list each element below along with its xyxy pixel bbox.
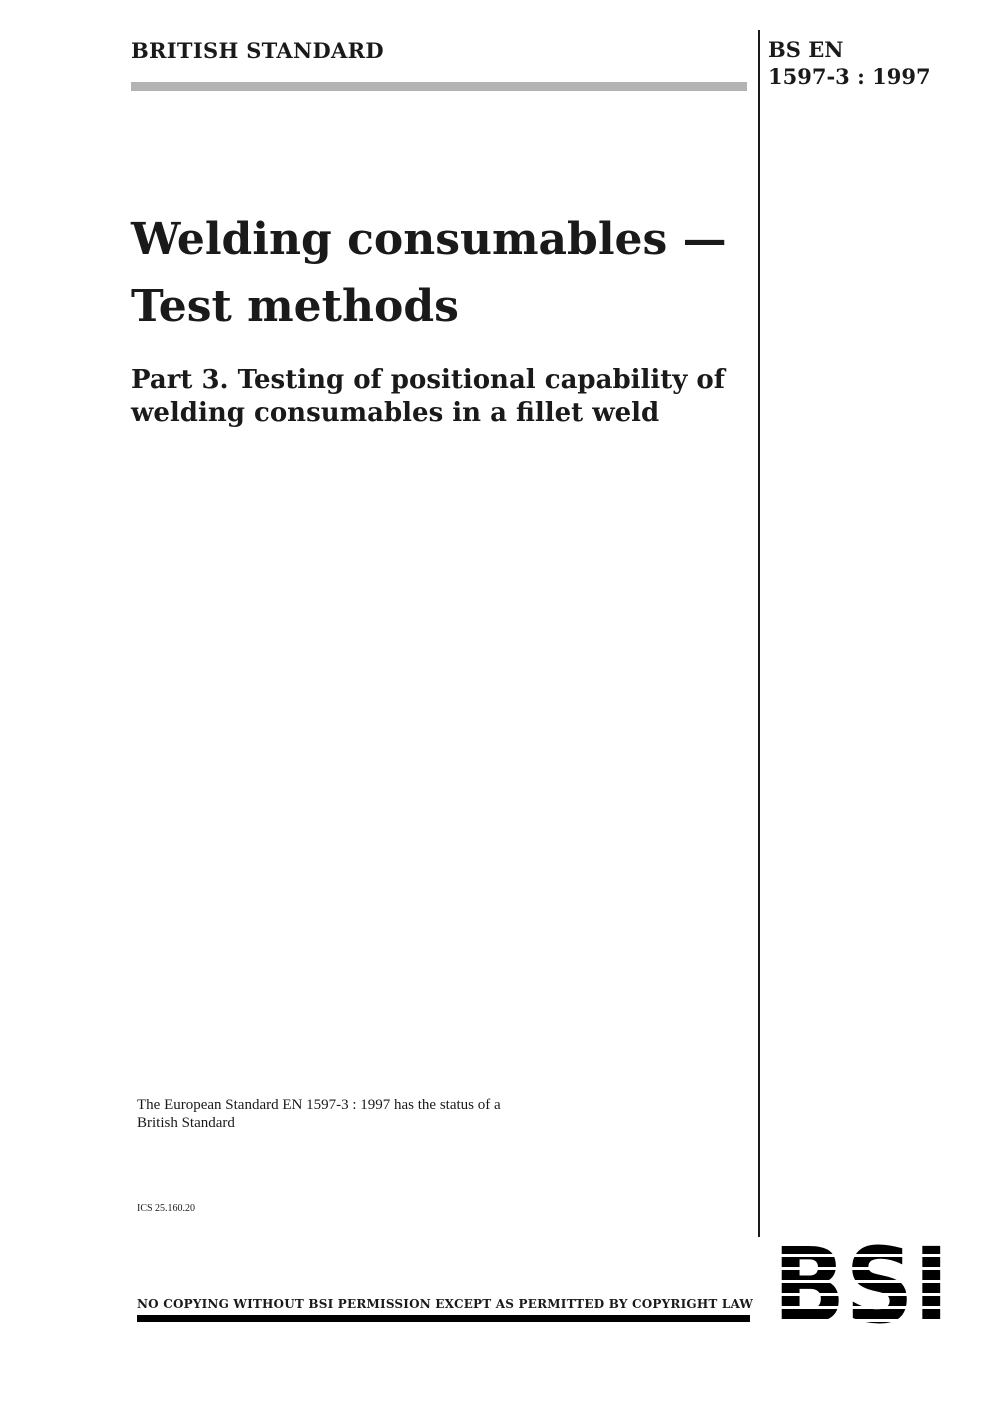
- title-line1: Welding consumables —: [131, 214, 727, 265]
- document-title: [131, 206, 727, 340]
- standard-number-line1: BS EN: [768, 37, 844, 62]
- header-rule: [131, 82, 747, 91]
- series-label: BRITISH STANDARD: [131, 38, 384, 63]
- status-statement: [137, 1096, 501, 1132]
- subtitle-line1: Part 3. Testing of positional capability of: [131, 365, 725, 395]
- bsi-logo: [773, 1244, 949, 1324]
- title-line2: Test methods: [131, 281, 459, 332]
- document-subtitle: [131, 364, 725, 430]
- footer-rule: [137, 1315, 750, 1322]
- status-line2: British Standard: [137, 1115, 235, 1131]
- standard-number: [768, 36, 931, 90]
- vertical-divider: [758, 30, 760, 1237]
- copyright-notice: NO COPYING WITHOUT BSI PERMISSION EXCEPT AS PERMITTED BY COPYRIGHT LAW: [137, 1297, 754, 1311]
- ics-code: ICS 25.160.20: [137, 1203, 196, 1214]
- status-line1: The European Standard EN 1597-3 : 1997 has the status of a: [137, 1097, 501, 1113]
- standard-number-line2: 1597-3 : 1997: [768, 64, 931, 89]
- subtitle-line2: welding consumables in a fillet weld: [131, 398, 660, 428]
